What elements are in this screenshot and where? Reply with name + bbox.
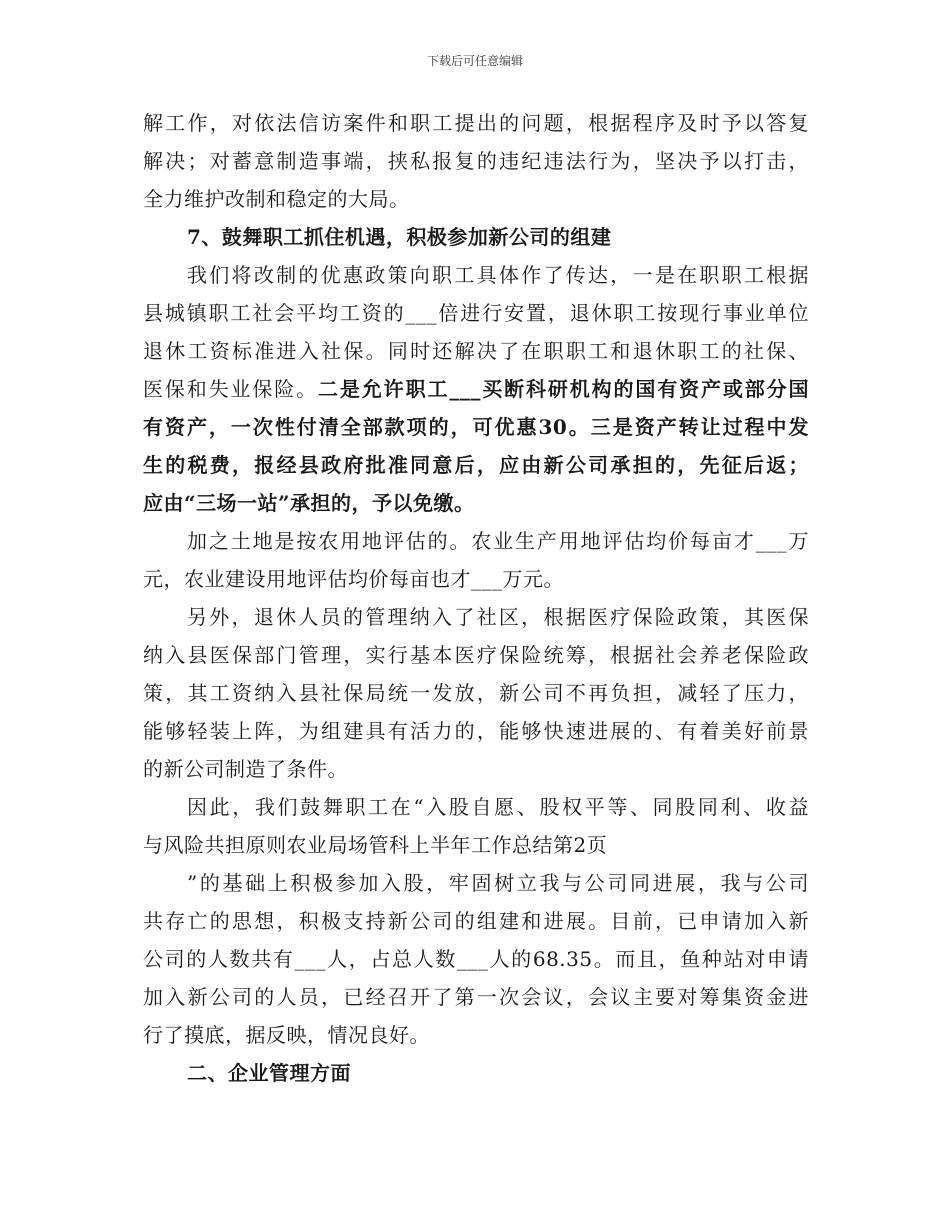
text-run: 全力维护改制和稳定的大局。 [143, 187, 410, 211]
text-line [143, 256, 809, 294]
text-line [143, 788, 809, 826]
text-run: 因此，我们鼓舞职工在“入股自愿、股权平等、同股同利、收益 [187, 795, 809, 819]
text-run: 另外，退休人员的管理纳入了社区，根据医疗保险政策，其医保 [187, 605, 809, 629]
text-line [143, 446, 809, 484]
page-header: 下载后可任意编辑 [426, 54, 523, 68]
text-line [143, 218, 809, 256]
text-run: 行了摸底，据反映，情况良好。 [143, 1023, 430, 1047]
text-line [143, 864, 809, 902]
text-run: 应由“三场一站”承担的，予以免缴。 [143, 491, 475, 515]
text-line [143, 598, 809, 636]
text-line [143, 750, 809, 788]
text-line [143, 674, 809, 712]
text-run: 与风险共担原则农业局场管科上半年工作总结第2页 [143, 833, 608, 857]
text-line [143, 940, 809, 978]
text-run: ”的基础上积极参加入股，牢固树立我与公司同进展，我与公司 [187, 871, 809, 895]
text-run: 纳入县医保部门管理，实行基本医疗保险统筹，根据社会养老保险政 [143, 643, 809, 667]
text-run: 有资产，一次性付清全部款项的，可优惠30。三是资产转让过程中发 [143, 415, 809, 439]
text-run: 我们将改制的优惠政策向职工具体作了传达，一是在职职工根据 [187, 263, 809, 287]
text-run: 医保和失业保险。 [143, 377, 319, 401]
text-run: 共存亡的思想，积极支持新公司的组建和进展。目前，已申请加入新 [143, 909, 809, 933]
document-body [143, 104, 809, 1092]
text-run: 加之土地是按农用地评估的。农业生产用地评估均价每亩才___万 [187, 529, 809, 553]
text-run: 解决；对蓄意制造事端，挟私报复的违纪违法行为，坚决予以打击， [143, 149, 809, 173]
text-run: 公司的人数共有___人，占总人数___人的68.35。而且，鱼种站对申请 [143, 947, 809, 971]
text-line [143, 332, 809, 370]
text-line [143, 294, 809, 332]
text-run-bold: 二是允许职工___买断科研机构的国有资产或部分国 [318, 377, 809, 401]
text-run: 元，农业建设用地评估均价每亩也才___万元。 [143, 567, 564, 591]
text-line [143, 104, 809, 142]
text-run: 县城镇职工社会平均工资的___倍进行安置，退休职工按现行事业单位 [143, 301, 809, 325]
text-line [143, 902, 809, 940]
text-run: 二、企业管理方面 [187, 1061, 351, 1085]
text-run: 退休工资标准进入社保。同时还解决了在职职工和退休职工的社保、 [143, 339, 809, 363]
text-line [143, 1016, 809, 1054]
text-run: 能够轻装上阵，为组建具有活力的，能够快速进展的、有着美好前景 [143, 719, 809, 743]
text-line [143, 142, 809, 180]
text-line [143, 560, 809, 598]
text-run: 7、鼓舞职工抓住机遇，积极参加新公司的组建 [187, 225, 612, 249]
text-line [143, 636, 809, 674]
text-run: 的新公司制造了条件。 [143, 757, 348, 781]
text-run: 解工作，对依法信访案件和职工提出的问题，根据程序及时予以答复 [143, 111, 809, 135]
text-run: 生的税费，报经县政府批准同意后，应由新公司承担的，先征后返； [143, 453, 809, 477]
text-line [143, 522, 809, 560]
text-run: 加入新公司的人员，已经召开了第一次会议，会议主要对筹集资金进 [143, 985, 809, 1009]
text-line [143, 826, 809, 864]
text-line [143, 712, 809, 750]
text-line [143, 370, 809, 408]
text-line [143, 484, 809, 522]
text-line [143, 978, 809, 1016]
text-run: 策，其工资纳入县社保局统一发放，新公司不再负担，减轻了压力， [143, 681, 809, 705]
text-line [143, 180, 809, 218]
text-line [143, 408, 809, 446]
text-line [143, 1054, 809, 1092]
